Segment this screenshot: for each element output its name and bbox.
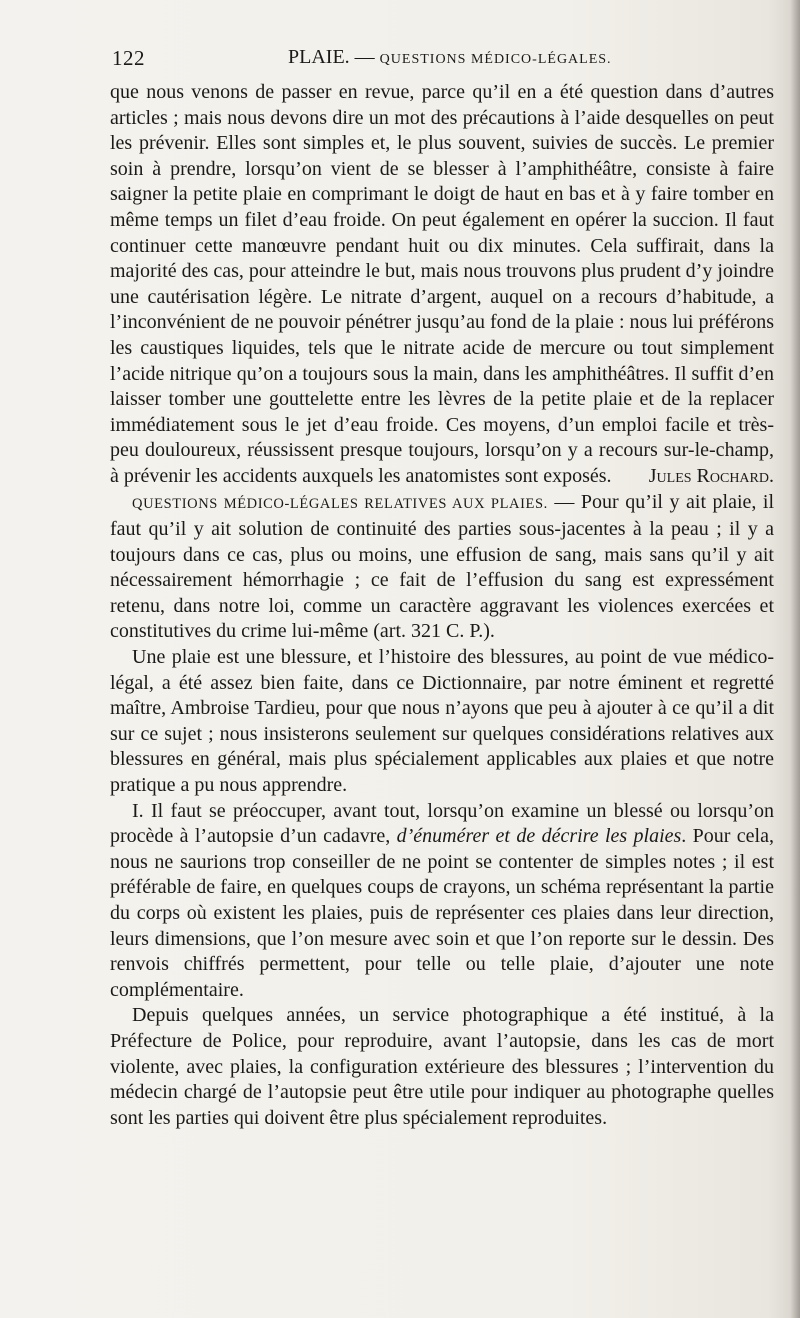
paragraph-4-emphasis: d’énumérer et de décrire les plaies bbox=[396, 825, 682, 848]
paragraph-section-start bbox=[110, 490, 774, 646]
page-edge-shadow bbox=[790, 0, 800, 1318]
section-heading: QUESTIONS MÉDICO-LÉGALES RELATIVES AUX PLAIES. bbox=[132, 495, 548, 512]
paragraph-4-text-end: . Pour cela, nous ne saurions trop conseiller de ne point se contenter de simples notes ; il est préférable de faire, en quelques coups de crayons, un schéma représentant la partie du corps où existent les plaies, puis de représenter ces plaies dans leur direction, leurs dimensions, que l’on mesure avec soin et que l’on reporte sur le dessin. Des renvois chiffrés permettent, pour telle ou telle plaie, d’ajouter une note complémentaire. bbox=[110, 825, 774, 1001]
page-number: 122 bbox=[112, 46, 145, 70]
page-body bbox=[110, 80, 774, 1131]
paragraph-4-text-start: I. Il faut se préoccuper, avant tout, lorsqu’on examine un blessé ou lorsqu’on procède à l’autopsie d’un cadavre, bbox=[110, 799, 774, 848]
running-head-subtitle: QUESTIONS MÉDICO-LÉGALES. bbox=[379, 52, 612, 67]
paragraph-continuation bbox=[110, 80, 774, 490]
paragraph-4 bbox=[110, 799, 774, 1004]
paragraph-2-text: — Pour qu’il y ait plaie, il faut qu’il y ait solution de continuité des parties sous-jacentes à la peau ; il y a toujours dans ce cas, plus ou moins, une effusion de sang, mais sans qu’il y ait nécessairement hémorrhagie ; ce fait de l’effusion du sang est expressément retenu, dans notre loi, comme un caractère aggravant les violences exercées et constitutives du crime lui-même (art. 321 C. P.). bbox=[110, 490, 775, 643]
author-signature: Jules Rochard. bbox=[648, 464, 774, 487]
paragraph-5: Depuis quelques années, un service photographique a été institué, à la Préfecture de Police, pour reproduire, avant l’autopsie, dans les cas de mort violente, avec plaies, la configuration extérieure des blessures ; l’intervention du médecin chargé de l’autopsie peut être utile pour indiquer au photographe quelles sont les parties qui doivent être plus spécialement reproduites. bbox=[110, 1004, 774, 1129]
paragraph-3: Une plaie est une blessure, et l’histoire des blessures, au point de vue médico-légal, a été assez bien faite, dans ce Dictionnaire, par notre éminent et regretté maître, Ambroise Tardieu, pour que nous n’ayons que peu à ajouter à ce qu’il a dit sur ce sujet ; nous insisterons seulement sur quelques considérations relatives aux blessures en général, mais plus spécialement applicables aux plaies et que notre pratique a pu nous apprendre. bbox=[110, 646, 774, 797]
page-header bbox=[108, 46, 778, 72]
running-head-title: PLAIE. — bbox=[288, 46, 380, 68]
running-head bbox=[288, 46, 612, 69]
paragraph-1-text: que nous venons de passer en revue, parce qu’il en a été question dans d’autres articles ; mais nous devons dire un mot des précautions à l’aide desquelles on peut les prévenir. Elles sont simples et, le plus souvent, suivies de succès. Le premier soin à prendre, lorsqu’on vient de se blesser à l’amphithéâtre, consiste à faire saigner la petite plaie en comprimant le doigt de haut en bas et à y faire tomber en même temps un filet d’eau froide. On peut également en opérer la succion. Il faut continuer cette manœuvre pendant huit ou dix minutes. Cela suffirait, dans la majorité des cas, pour atteindre le but, mais nous trouvons plus prudent d’y joindre une cautérisation légère. Le nitrate d’argent, auquel on a recours d’habitude, a l’inconvénient de ne pouvoir pénétrer jusqu’au fond de la plaie : nous lui préférons les caustiques liquides, tels que le nitrate acide de mercure ou tout simplement l’acide nitrique qu’on a toujours sous la main, dans les amphithéâtres. Il suffit d’en laisser tomber une gouttelette entre les lèvres de la petite plaie et de la replacer immédiatement sous le jet d’eau froide. Ces moyens, d’un emploi facile et très-peu douloureux, réussissent presque toujours, lorsqu’on y a recours sur-le-champ, à prévenir les accidents auxquels les anatomistes sont exposés. bbox=[110, 81, 774, 487]
